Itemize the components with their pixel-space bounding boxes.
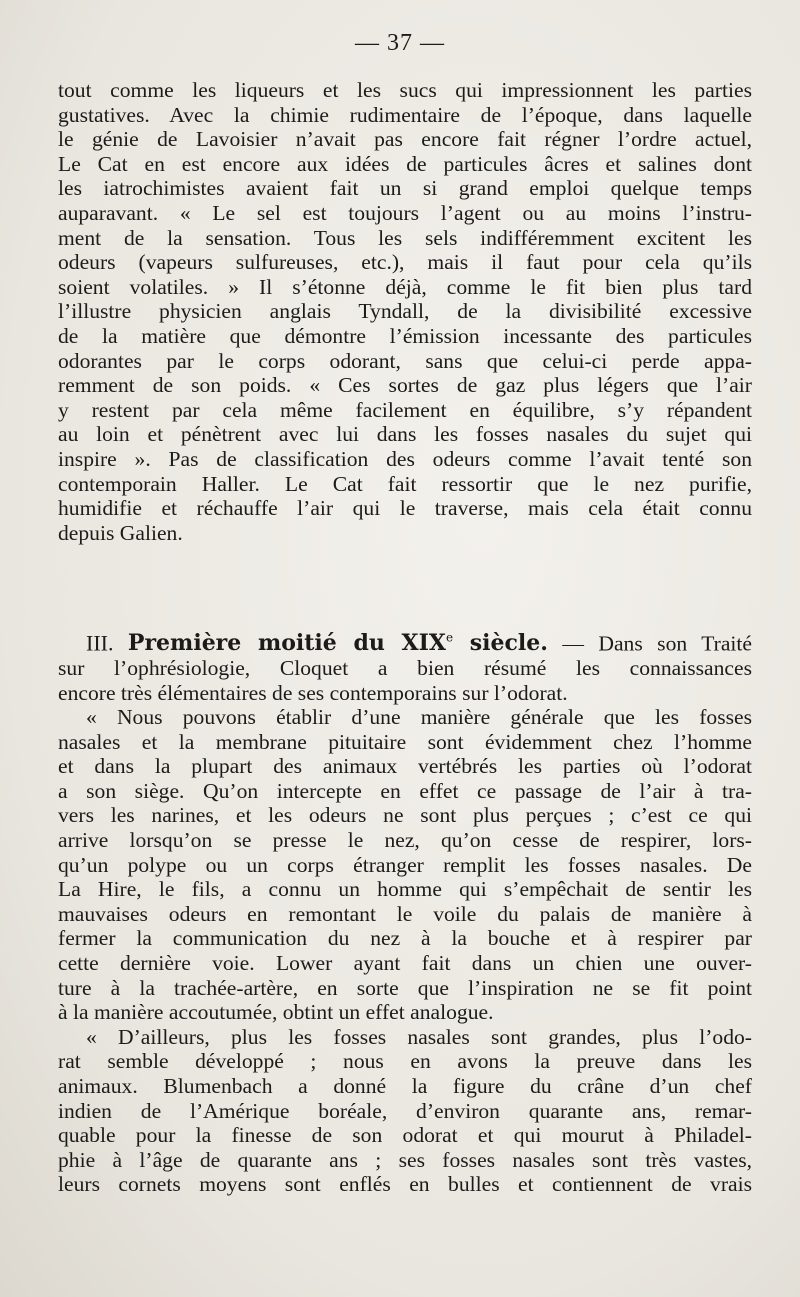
text-line: ment de la sensation. Tous les sels indifféremment excitent les: [58, 225, 752, 250]
text-line: auparavant. « Le sel est toujours l’agent ou au moins l’instru-: [58, 200, 752, 225]
text-line: et dans la plupart des animaux vertébrés les parties où l’odorat: [58, 754, 752, 779]
section-number: III.: [86, 630, 114, 656]
text-line: « D’ailleurs, plus les fosses nasales sont grandes, plus l’odo-: [86, 1024, 752, 1049]
text-line: l’illustre physicien anglais Tyndall, de la divisibilité excessive: [58, 299, 752, 324]
text-line: les iatrochimistes avaient fait un si grand emploi quelque temps: [58, 176, 752, 201]
text-line: odeurs (vapeurs sulfureuses, etc.), mais il faut pour cela qu’ils: [58, 250, 752, 275]
text-line: La Hire, le fils, a connu un homme qui s’empêchait de sentir les: [58, 877, 752, 902]
text-line: à la manière accoutumée, obtint un effet analogue.: [58, 1000, 494, 1025]
text-line: humidifie et réchauffe l’air qui le traverse, mais cela était connu: [58, 496, 752, 521]
section-three: [58, 626, 752, 1197]
text-line: tout comme les liqueurs et les sucs qui impressionnent les parties: [58, 78, 752, 102]
text-line: gustatives. Avec la chimie rudimentaire de l’époque, dans laquelle: [58, 102, 752, 127]
text-line: le génie de Lavoisier n’avait pas encore fait régner l’ordre actuel,: [58, 127, 752, 152]
text-line: inspire ». Pas de classification des odeurs comme l’avait tenté son: [58, 446, 752, 471]
text-line: encore très élémentaires de ses contemporains sur l’odorat.: [58, 680, 568, 705]
text-line: de la matière que démontre l’émission incessante des particules: [58, 323, 752, 348]
text-line: a son siège. Qu’on intercepte en effet ce passage de l’air à tra-: [58, 778, 752, 803]
text-line: cette dernière voie. Lower ayant fait dans un chien une ouver-: [58, 951, 752, 976]
text-line: indien de l’Amérique boréale, d’environ quarante ans, remar-: [58, 1098, 752, 1123]
text-line: fermer la communication du nez à la bouche et à respirer par: [58, 926, 752, 951]
text-line: soient volatiles. » Il s’étonne déjà, comme le fit bien plus tard: [58, 274, 752, 299]
text-line: remment de son poids. « Ces sortes de gaz plus légers que l’air: [58, 373, 752, 398]
text-line: « Nous pouvons établir d’une manière générale que les fosses: [86, 705, 752, 730]
text-line: odorantes par le corps odorant, sans que celui-ci perde appa-: [58, 348, 752, 373]
text-line: leurs cornets moyens sont enflés en bulles et contiennent de vrais: [58, 1172, 752, 1197]
text-line: sur l’ophrésiologie, Cloquet a bien résumé les connaissances: [58, 655, 752, 680]
text-line: Le Cat en est encore aux idées de particules âcres et salines dont: [58, 151, 752, 176]
continued-paragraph: [58, 78, 752, 545]
text-line: contemporain Haller. Le Cat fait ressortir que le nez purifie,: [58, 471, 752, 496]
text-line: quable pour la finesse de son odorat et qui mourut à Philadel-: [58, 1123, 752, 1148]
page-number: — 37 —: [355, 30, 445, 56]
text-line: depuis Galien.: [58, 520, 183, 545]
text-line: nasales et la membrane pituitaire sont évidemment chez l’homme: [58, 729, 752, 754]
text-line: phie à l’âge de quarante ans ; ses fosses nasales sont très vastes,: [58, 1147, 752, 1172]
text-line: animaux. Blumenbach a donné la figure du crâne d’un chef: [58, 1074, 752, 1099]
section-lead-text: — Dans son Traité: [547, 631, 752, 656]
text-line: au loin et pénètrent avec lui dans les fosses nasales du sujet qui: [58, 422, 752, 447]
section-heading-line: [58, 626, 752, 656]
text-line: vers les narines, et les odeurs ne sont plus perçues ; c’est ce qui: [58, 803, 752, 828]
text-line: ture à la trachée-artère, en sorte que l’inspiration ne se fit point: [58, 975, 752, 1000]
section-title: Première moitié du XIXe siècle.: [127, 630, 548, 657]
text-line: qu’un polype ou un corps étranger remplit les fosses nasales. De: [58, 852, 752, 877]
text-line: y restent par cela même facilement en équilibre, s’y répandent: [58, 397, 752, 422]
text-line: arrive lorsqu’on se presse le nez, qu’on cesse de respirer, lors-: [58, 828, 752, 853]
text-line: mauvaises odeurs en remontant le voile du palais de manière à: [58, 901, 752, 926]
text-line: rat semble développé ; nous en avons la preuve dans les: [58, 1049, 752, 1074]
